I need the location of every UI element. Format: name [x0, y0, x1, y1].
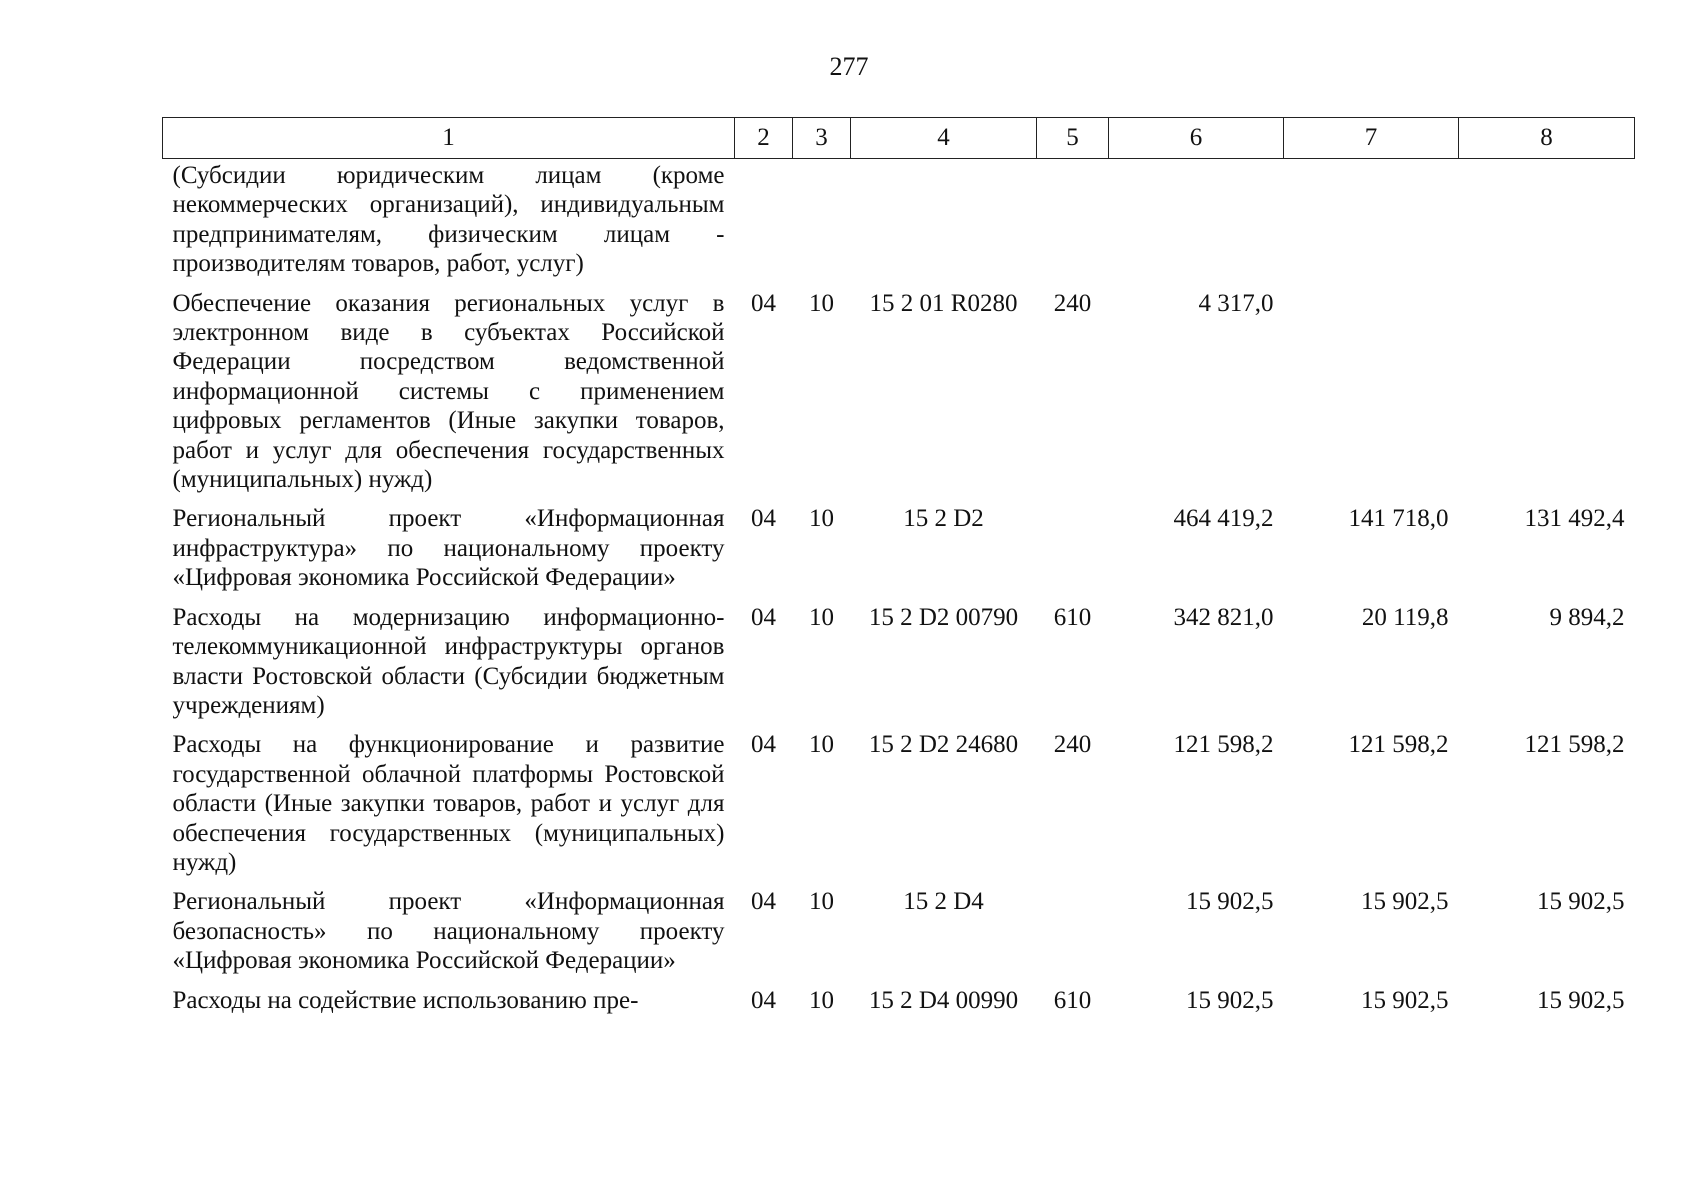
row-expense-type-code	[1037, 159, 1109, 289]
row-section-code: 04	[751, 888, 776, 916]
row-target-item-code: 15 2 D2 24680	[868, 731, 1019, 759]
row-expense-type-code: 610	[1053, 603, 1092, 631]
row-subsection-code: 10	[809, 986, 834, 1014]
row-target-item-code	[851, 159, 1037, 289]
table-row	[163, 730, 1635, 887]
row-amount-col6: 15 902,5	[1186, 888, 1274, 916]
header-col-6: 6	[1109, 118, 1284, 159]
row-description: Региональный проект «Информационная безопасность» по национальному проекту «Цифровая экономика Российской Федерации»	[172, 888, 725, 975]
row-description: Расходы на содействие использованию пре-	[172, 986, 639, 1014]
row-amount-col8	[1459, 289, 1635, 505]
table-row	[163, 887, 1635, 985]
table-row	[163, 504, 1635, 602]
row-amount-col6: 342 821,0	[1173, 603, 1274, 631]
row-section-code: 04	[751, 731, 776, 759]
row-amount-col7	[1284, 289, 1459, 505]
header-col-5: 5	[1037, 118, 1109, 159]
row-amount-col8: 15 902,5	[1537, 986, 1625, 1014]
row-subsection-code	[793, 159, 851, 289]
row-amount-col7: 15 902,5	[1361, 986, 1449, 1014]
header-col-3: 3	[793, 118, 851, 159]
table-body	[163, 159, 1635, 1025]
row-subsection-code: 10	[809, 731, 834, 759]
row-expense-type-code: 240	[1053, 289, 1092, 317]
header-col-8: 8	[1459, 118, 1635, 159]
row-subsection-code: 10	[809, 603, 834, 631]
row-amount-col8	[1459, 159, 1635, 289]
table-row	[163, 289, 1635, 505]
table-row	[163, 986, 1635, 1025]
row-amount-col6	[1109, 159, 1284, 289]
row-amount-col8: 131 492,4	[1524, 505, 1625, 533]
header-col-7: 7	[1284, 118, 1459, 159]
row-section-code: 04	[751, 986, 776, 1014]
row-target-item-code: 15 2 01 R0280	[869, 289, 1018, 317]
row-amount-col8: 15 902,5	[1537, 888, 1625, 916]
row-expense-type-code: 240	[1053, 731, 1092, 759]
row-amount-col7: 15 902,5	[1361, 888, 1449, 916]
row-target-item-code: 15 2 D2	[903, 505, 984, 533]
row-section-code: 04	[751, 505, 776, 533]
row-amount-col6: 121 598,2	[1173, 731, 1274, 759]
row-target-item-code: 15 2 D4	[903, 888, 984, 916]
row-subsection-code: 10	[809, 505, 834, 533]
table-row	[163, 603, 1635, 731]
header-row	[163, 118, 1635, 159]
row-expense-type-code: 610	[1053, 986, 1092, 1014]
row-expense-type-code	[1037, 504, 1109, 602]
row-description: Обеспечение оказания региональных услуг в электронном виде в субъектах Российской Федерации посредством ведомственной информационной системы с применением цифровых регламентов (Иные закупки товаров, работ и услуг для обеспечения государственных (муниципальных) нужд)	[172, 289, 725, 494]
row-amount-col7	[1284, 159, 1459, 289]
table-row	[163, 159, 1635, 289]
row-section-code: 04	[751, 289, 776, 317]
row-subsection-code: 10	[809, 289, 834, 317]
row-amount-col6: 15 902,5	[1186, 986, 1274, 1014]
row-amount-col7: 20 119,8	[1361, 603, 1449, 631]
header-col-2: 2	[735, 118, 793, 159]
row-description: (Субсидии юридическим лицам (кроме некоммерческих организаций), индивидуальным предпринимателям, физическим лицам - производителям товаров, работ, услуг)	[172, 162, 725, 278]
row-amount-col6: 464 419,2	[1173, 505, 1274, 533]
row-amount-col8: 9 894,2	[1549, 603, 1625, 631]
page-number: 277	[829, 52, 869, 81]
row-target-item-code: 15 2 D2 00790	[868, 603, 1019, 631]
row-subsection-code: 10	[809, 888, 834, 916]
row-amount-col7: 141 718,0	[1348, 505, 1449, 533]
table-header	[163, 118, 1635, 159]
row-amount-col6: 4 317,0	[1198, 289, 1274, 317]
budget-table	[162, 117, 1635, 1025]
row-description: Региональный проект «Информационная инфраструктура» по национальному проекту «Цифровая экономика Российской Федерации»	[172, 505, 725, 592]
header-col-4: 4	[851, 118, 1037, 159]
row-amount-col8: 121 598,2	[1524, 731, 1625, 759]
row-description: Расходы на функционирование и развитие государственной облачной платформы Ростовской области (Иные закупки товаров, работ и услуг для обеспечения государственных (муниципальных) нужд)	[172, 731, 725, 876]
row-amount-col7: 121 598,2	[1348, 731, 1449, 759]
header-col-1: 1	[163, 118, 735, 159]
row-section-code	[735, 159, 793, 289]
row-target-item-code: 15 2 D4 00990	[868, 986, 1019, 1014]
row-section-code: 04	[751, 603, 776, 631]
row-description: Расходы на модернизацию информационно-телекоммуникационной инфраструктуры органов власти Ростовской области (Субсидии бюджетным учреждениям)	[172, 603, 725, 719]
row-expense-type-code	[1037, 887, 1109, 985]
